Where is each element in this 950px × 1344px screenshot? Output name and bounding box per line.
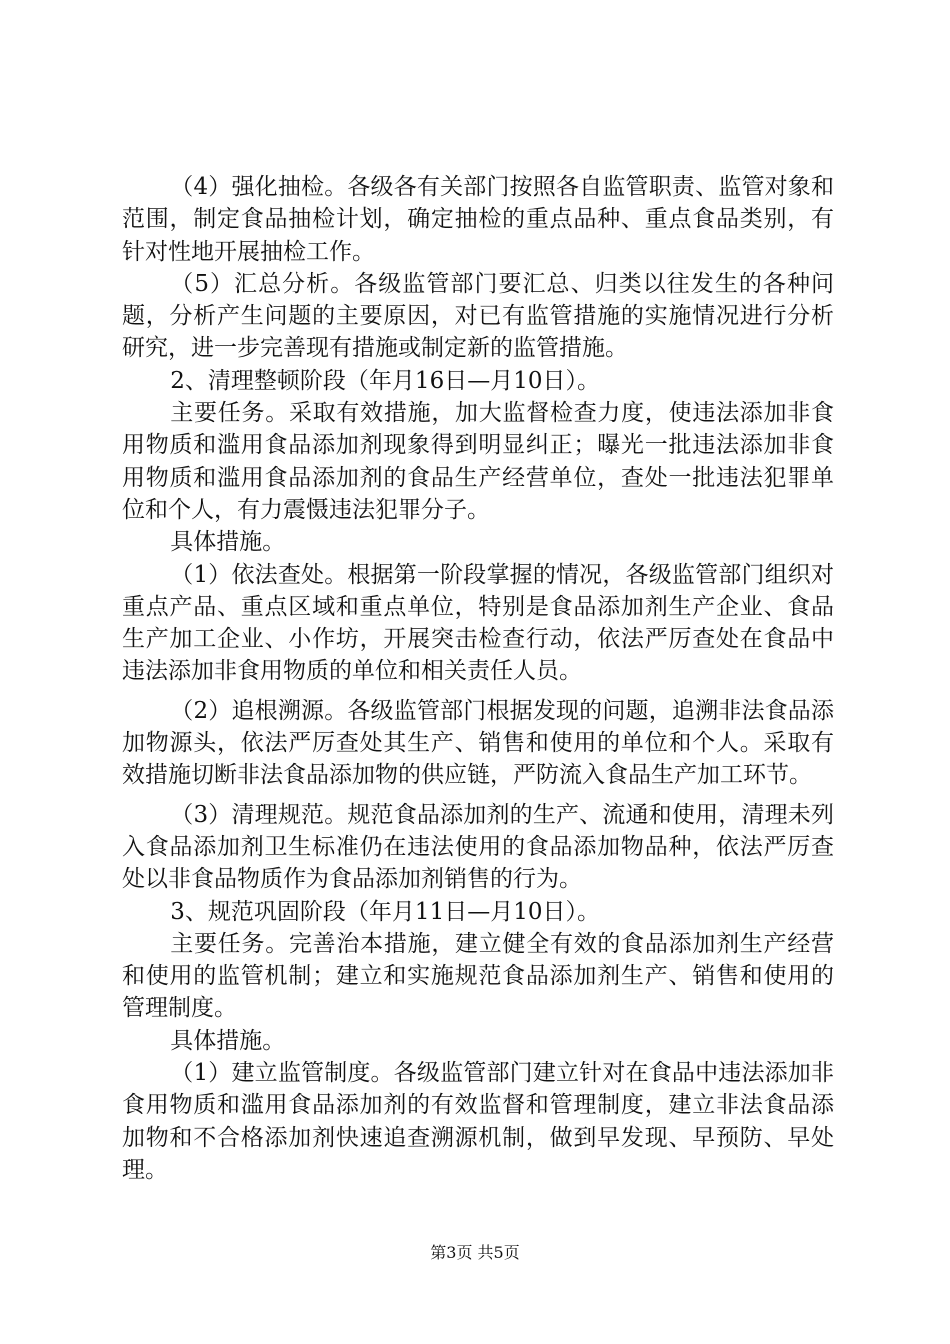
paragraph-investigate-by-law: （1）依法查处。根据第一阶段掌握的情况，各级监管部门组织对重点产品、重点区域和重点单位，特别是食品添加剂生产企业、食品生产加工企业、小作坊，开展突击检查行动，依法严厉查处在食品中违法添加非食用物质的单位和相关责任人员。 bbox=[122, 561, 834, 685]
paragraph-establish-supervision: （1）建立监管制度。各级监管部门建立针对在食品中违法添加非食用物质和滥用食品添加剂的有效监督和管理制度，建立非法食品添加物和不合格添加剂快速追查溯源机制，做到早发现、早预防、早处理。 bbox=[122, 1060, 834, 1183]
heading-consolidation-stage: 3、规范巩固阶段（年月11日—月10日）。 bbox=[170, 898, 600, 925]
paragraph-specific-measures-2: 具体措施。 bbox=[170, 529, 286, 556]
paragraph-clean-regulate: （3）清理规范。规范食品添加剂的生产、流通和使用，清理未列入食品添加剂卫生标准仍在违法使用的食品添加物品种，依法严厉查处以非食品物质作为食品添加剂销售的行为。 bbox=[122, 801, 834, 893]
paragraph-trace-source: （2）追根溯源。各级监管部门根据发现的问题，追溯非法食品添加物源头，依法严厉查处其生产、销售和使用的单位和个人。采取有效措施切断非法食品添加物的供应链，严防流入食品生产加工环节。 bbox=[122, 697, 834, 789]
paragraph-main-tasks-2: 主要任务。采取有效措施，加大监督检查力度，使违法添加非食用物质和滥用食品添加剂现象得到明显纠正；曝光一批违法添加非食用物质和滥用食品添加剂的食品生产经营单位，查处一批违法犯罪单位和个人，有力震慑违法犯罪分子。 bbox=[122, 400, 834, 523]
document-body bbox=[122, 171, 834, 1186]
paragraph-strengthen-sampling: （4）强化抽检。各级各有关部门按照各自监管职责、监管对象和范围，制定食品抽检计划，确定抽检的重点品种、重点食品类别，有针对性地开展抽检工作。 bbox=[122, 174, 834, 265]
paragraph-main-tasks-3: 主要任务。完善治本措施，建立健全有效的食品添加剂生产经营和使用的监管机制；建立和实施规范食品添加剂生产、销售和使用的管理制度。 bbox=[122, 930, 834, 1022]
paragraph-summary-analysis: （5）汇总分析。各级监管部门要汇总、归类以往发生的各种问题，分析产生问题的主要原因，对已有监管措施的实施情况进行分析研究，进一步完善现有措施或制定新的监管措施。 bbox=[122, 270, 834, 362]
paragraph-specific-measures-3: 具体措施。 bbox=[170, 1027, 286, 1054]
heading-rectification-stage: 2、清理整顿阶段（年月16日—月10日）。 bbox=[170, 367, 600, 394]
page-indicator: 第3页 共5页 bbox=[430, 1243, 520, 1262]
